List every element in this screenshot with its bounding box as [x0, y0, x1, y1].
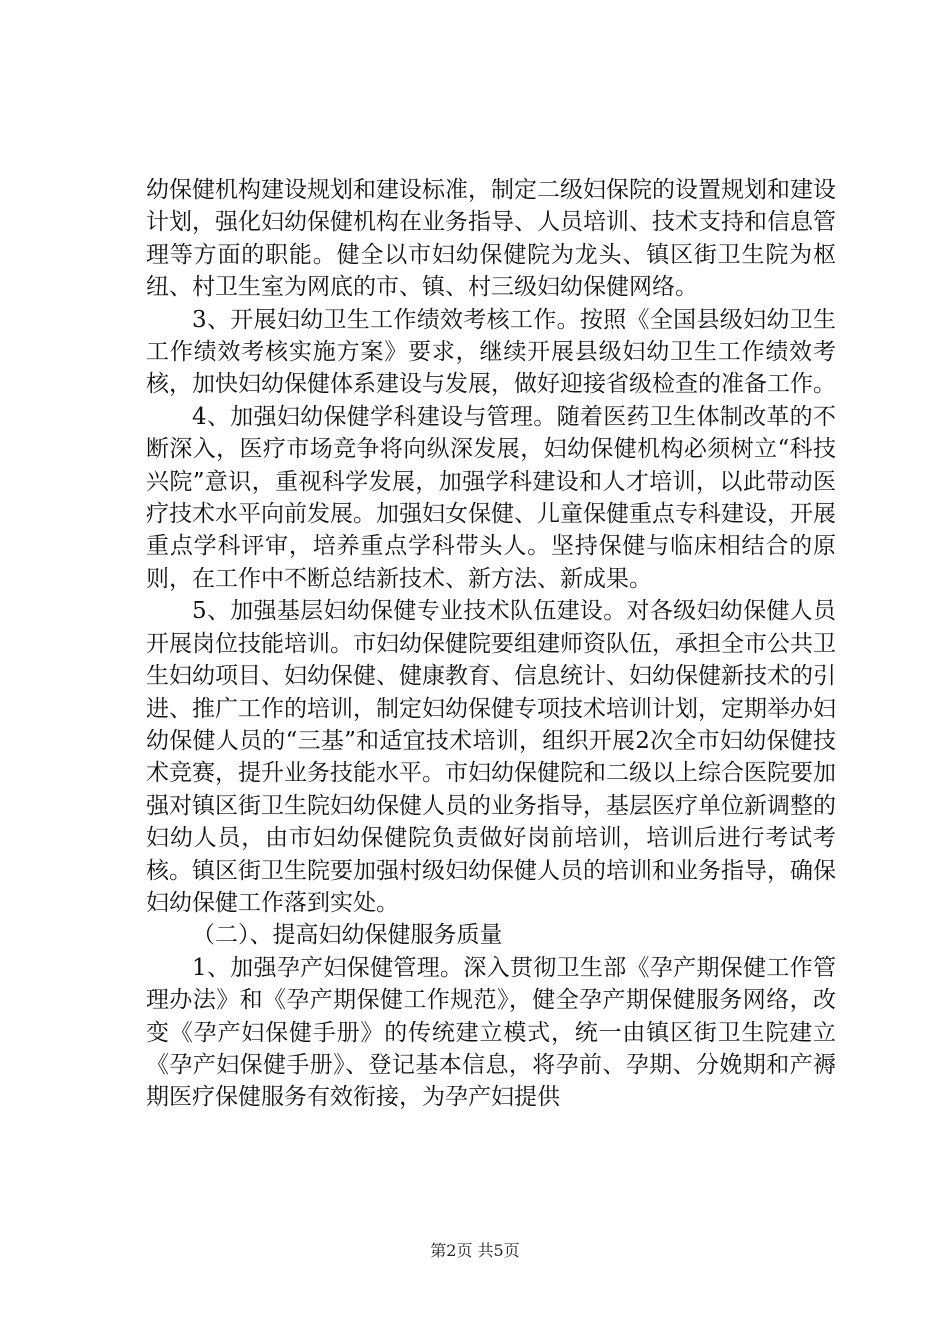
paragraph-continuation: 幼保健机构建设规划和建设标准，制定二级妇保院的设置规划和建设计划，强化妇幼保健机构在业务指导、人员培训、技术支持和信息管理等方面的职能。健全以市妇幼保健院为龙头、镇区街卫生院为枢纽、村卫生室为网底的市、镇、村三级妇幼保健网络。	[146, 177, 836, 301]
paragraph-item-3: 3、开展妇幼卫生工作绩效考核工作。按照《全国县级妇幼卫生工作绩效考核实施方案》要求，继续开展县级妇幼卫生工作绩效考核，加快妇幼保健体系建设与发展，做好迎接省级检查的准备工作。	[146, 306, 836, 398]
paragraph-item-4: 4、加强妇幼保健学科建设与管理。随着医药卫生体制改革的不断深入，医疗市场竞争将向纵深发展，妇幼保健机构必须树立“科技兴院”意识，重视科学发展，加强学科建设和人才培训，以此带动医疗技术水平向前发展。加强妇女保健、儿童保健重点专科建设，开展重点学科评审，培养重点学科带头人。坚持保健与临床相结合的原则，在工作中不断总结新技术、新方法、新成果。	[146, 403, 836, 592]
paragraph-item-1: 1、加强孕产妇保健管理。深入贯彻卫生部《孕产期保健工作管理办法》和《孕产期保健工作规范》，健全孕产期保健服务网络，改变《孕产妇保健手册》的传统建立模式，统一由镇区街卫生院建立《孕产妇保健手册》、登记基本信息，将孕前、孕期、分娩期和产褥期医疗保健服务有效衔接，为孕产妇提供	[146, 954, 836, 1111]
page-footer: 第2页 共5页	[430, 1241, 520, 1260]
section-heading: （二）、提高妇幼保健服务质量	[192, 922, 503, 949]
paragraph-item-5: 5、加强基层妇幼保健专业技术队伍建设。对各级妇幼保健人员开展岗位技能培训。市妇幼保健院要组建师资队伍，承担全市公共卫生妇幼项目、妇幼保健、健康教育、信息统计、妇幼保健新技术的引进、推广工作的培训，制定妇幼保健专项技术培训计划，定期举办妇幼保健人员的“三基”和适宜技术培训，组织开展2次全市妇幼保健技术竞赛，提升业务技能水平。市妇幼保健院和二级以上综合医院要加强对镇区街卫生院妇幼保健人员的业务指导，基层医疗单位新调整的妇幼人员，由市妇幼保健院负责做好岗前培训，培训后进行考试考核。镇区街卫生院要加强村级妇幼保健人员的培训和业务指导，确保妇幼保健工作落到实处。	[146, 598, 836, 916]
document-body	[146, 174, 836, 1114]
